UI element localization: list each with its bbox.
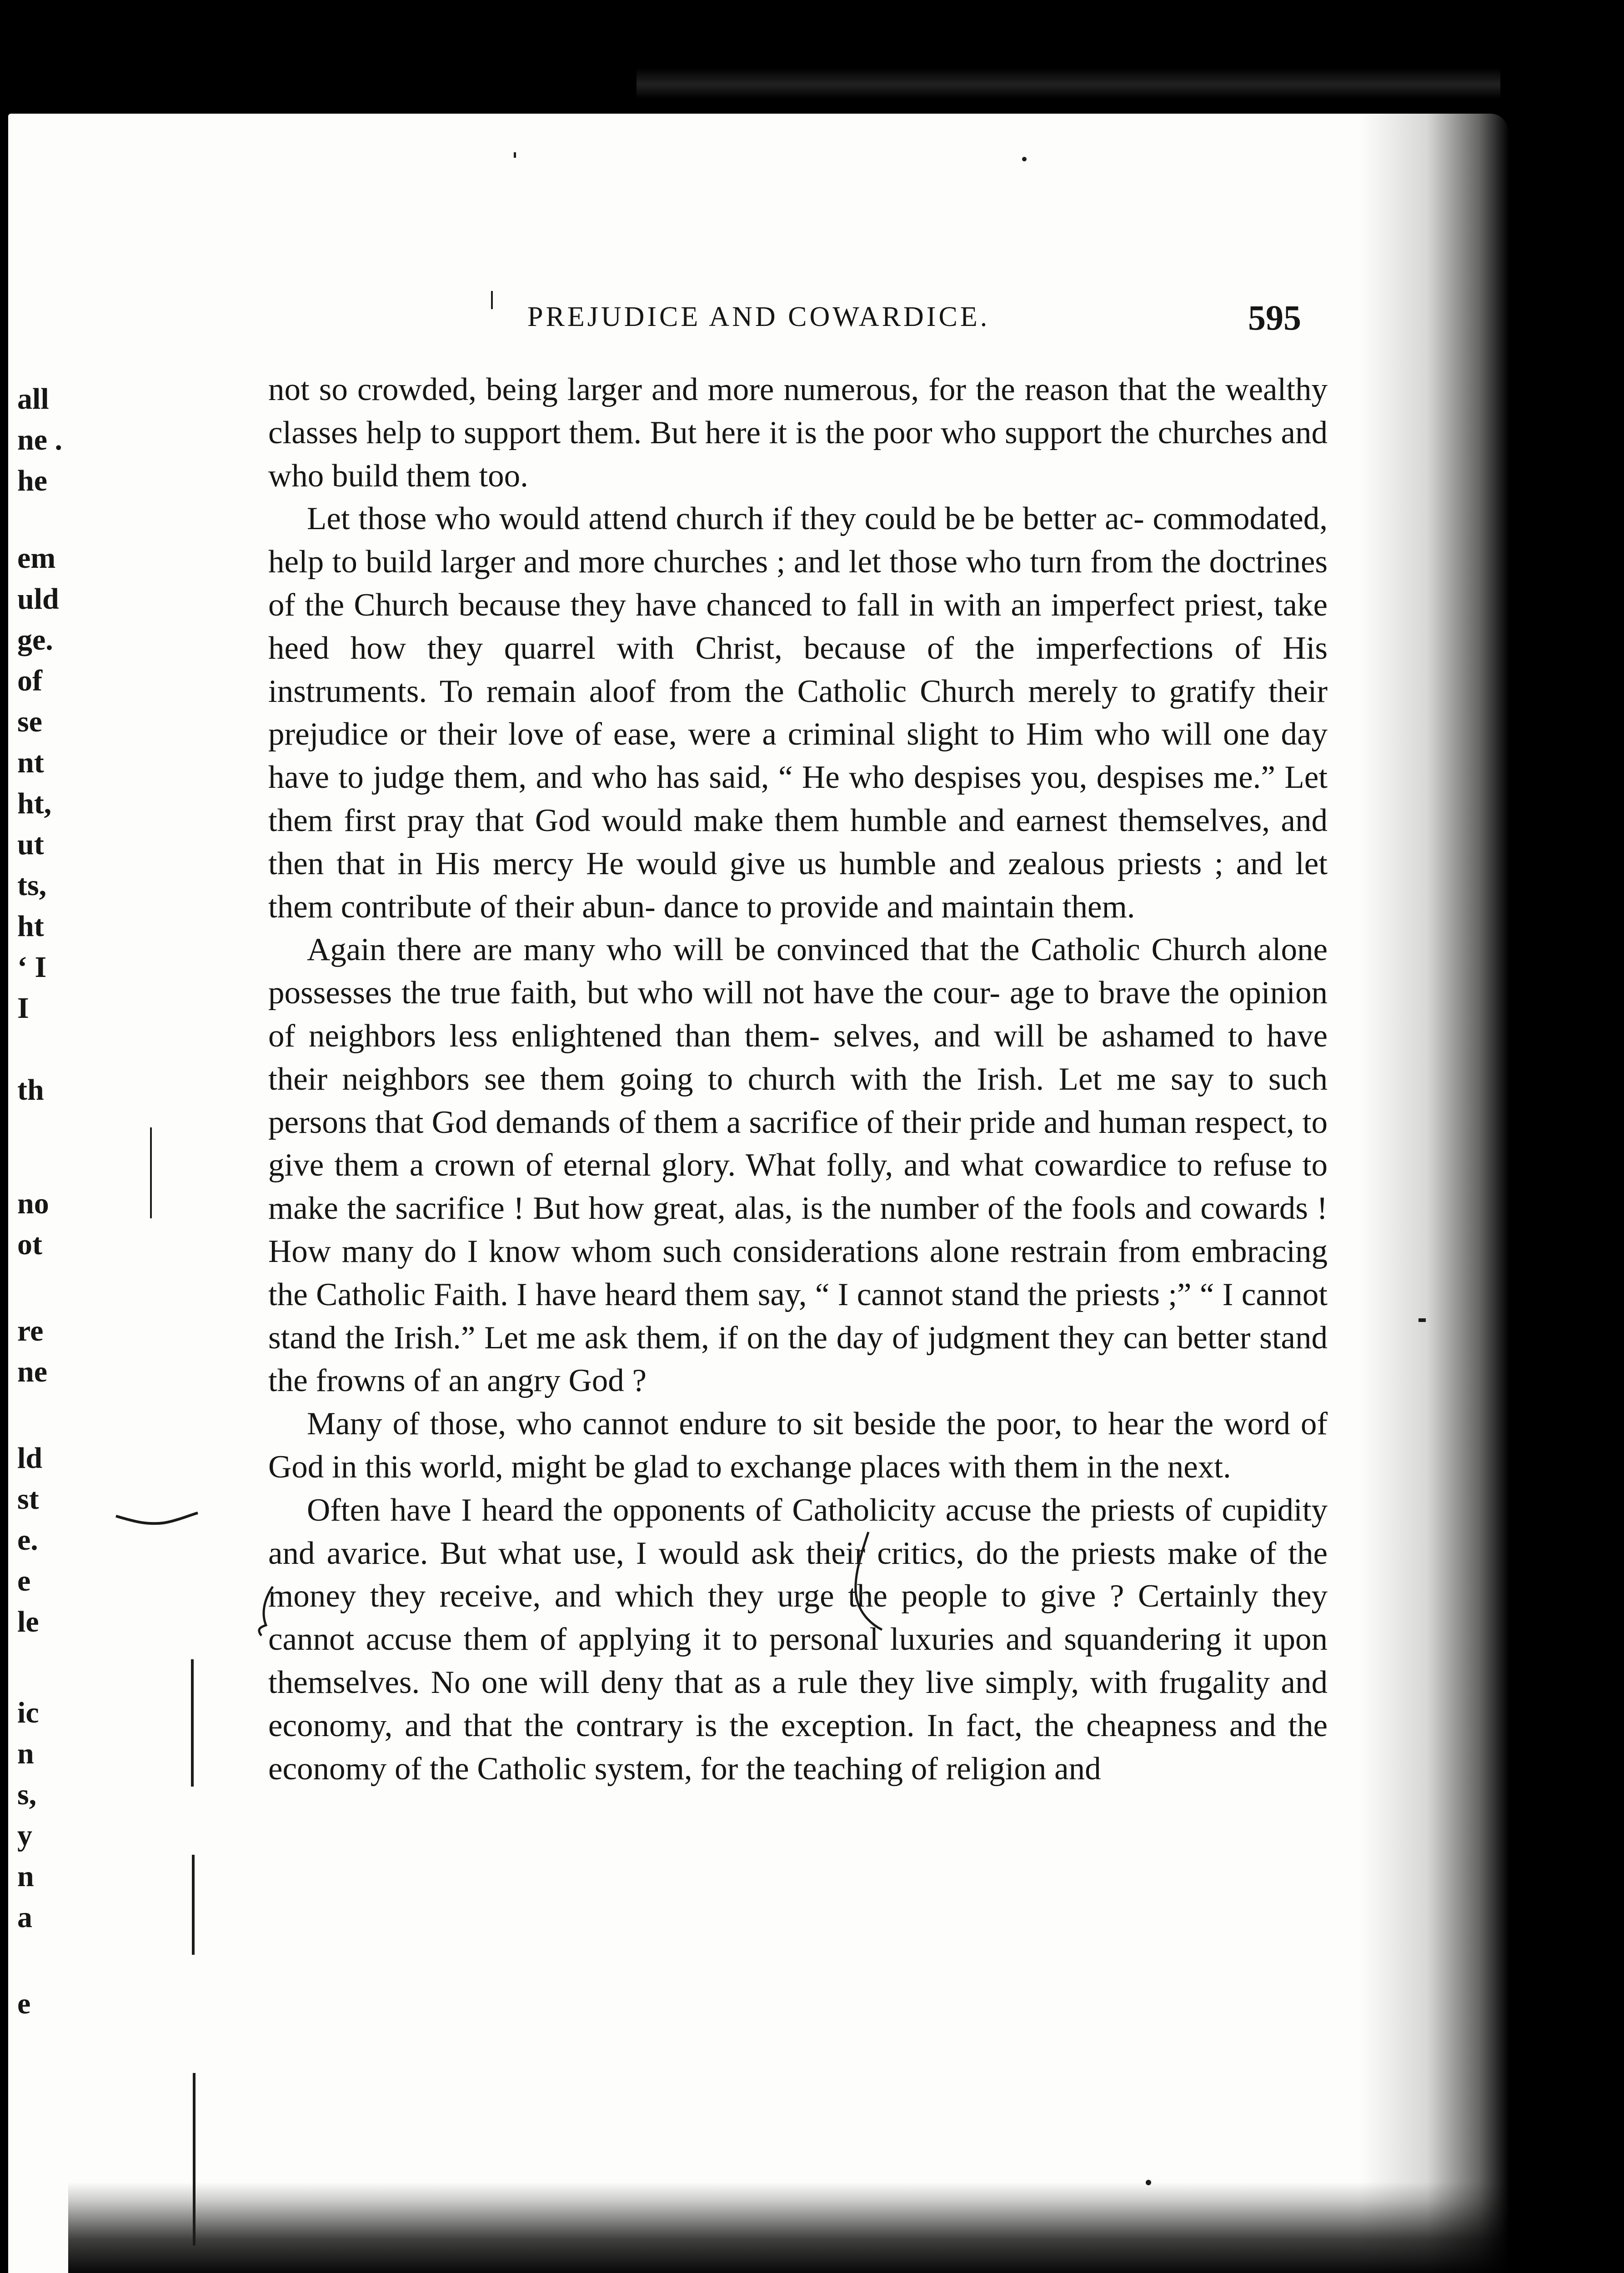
scan-mark bbox=[192, 1855, 195, 1955]
text-line: Church alone possesses the true faith, but who will not have the cour- bbox=[268, 932, 1328, 1011]
text-line: age to brave the opinion of neighbors less enlightened than them- bbox=[268, 975, 1328, 1054]
text-line: frowns of an angry God ? bbox=[316, 1363, 647, 1399]
text-line: will deny that as a rule they live simply, with frugality and economy, bbox=[268, 1664, 1328, 1743]
text-line: selves, and will be ashamed to have their neighbors see them going to bbox=[268, 1018, 1328, 1097]
text-line: commodated, help to build larger and more churches ; and let those bbox=[268, 501, 1328, 580]
text-line: the wealthy classes help to support them. But here it is the poor bbox=[268, 372, 1328, 451]
text-line: church with the Irish. Let me say to such persons that God demands bbox=[268, 1061, 1328, 1140]
margin-fragment: ‘ I bbox=[17, 951, 47, 984]
text-line: Again there are many who will be convinced that the Catholic bbox=[307, 932, 1140, 968]
scan-mark bbox=[150, 1127, 152, 1218]
margin-fragment: ic bbox=[17, 1696, 39, 1729]
margin-fragment: nt bbox=[17, 746, 44, 779]
scan-edge-bottom bbox=[68, 2182, 1509, 2273]
margin-fragment: le bbox=[17, 1605, 39, 1638]
margin-fragment: ts, bbox=[17, 869, 47, 902]
text-line: Often have I heard the opponents of Catholicity accuse the priests bbox=[307, 1492, 1175, 1528]
running-head: PREJUDICE AND COWARDICE. bbox=[527, 301, 990, 332]
margin-fragment: ne . bbox=[17, 423, 62, 456]
text-line: the priests make of the money they receive, and which they urge the bbox=[268, 1535, 1328, 1614]
text-line: make the sacrifice ! But how great, alas, is the number of the fools bbox=[268, 1191, 1136, 1227]
margin-fragment: n bbox=[17, 1860, 34, 1893]
ink-scratch bbox=[846, 1527, 887, 1632]
margin-fragment: no bbox=[17, 1187, 49, 1220]
text-line: of them a sacrifice of their pride and human respect, to give them a bbox=[268, 1104, 1328, 1183]
text-line: aloof from the Catholic Church merely to gratify their prejudice or bbox=[268, 673, 1328, 752]
scan-mark bbox=[1146, 2180, 1151, 2185]
margin-fragment: em bbox=[17, 541, 56, 575]
page-header bbox=[527, 298, 1346, 342]
text-line: Many of those, who cannot endure to sit beside the poor, to hear bbox=[307, 1406, 1164, 1442]
text-line: who support the churches and who build them too. bbox=[268, 415, 1328, 494]
margin-fragment: th bbox=[17, 1073, 44, 1106]
scan-mark bbox=[1022, 157, 1027, 161]
paragraph bbox=[268, 928, 1328, 1402]
margin-fragment: all bbox=[17, 382, 49, 416]
text-line: them in the next. bbox=[1014, 1449, 1231, 1485]
margin-fragment: re bbox=[17, 1314, 44, 1347]
ink-scratch bbox=[114, 1505, 200, 1532]
scan-edge-right bbox=[1359, 114, 1509, 2273]
text-line: to judge them, and who has said, “ He who despises you, despises bbox=[338, 760, 1204, 796]
margin-fragment: ht bbox=[17, 910, 44, 943]
text-line: earnest themselves, and then that in His mercy He would give us bbox=[268, 802, 1328, 881]
paragraph bbox=[268, 1402, 1328, 1489]
margin-fragment: ne bbox=[17, 1355, 47, 1388]
margin-fragment: st bbox=[17, 1482, 39, 1516]
paragraph bbox=[268, 497, 1328, 928]
text-line: their love of ease, were a criminal slight to Him who will one day have bbox=[268, 716, 1328, 796]
text-line: Christ, because of the imperfections of His instruments. To remain bbox=[268, 630, 1328, 709]
text-line: Let those who would attend church if they could be be better ac- bbox=[307, 501, 1144, 537]
scan-mark bbox=[193, 2073, 195, 2246]
paragraph bbox=[268, 1489, 1328, 1791]
text-line: crown of eternal glory. What folly, and what cowardice to refuse to bbox=[434, 1147, 1328, 1183]
body-text bbox=[268, 368, 1328, 1790]
scan-mark bbox=[514, 152, 516, 158]
text-line: to fall in with an imperfect priest, take heed how they quarrel with bbox=[268, 587, 1328, 666]
text-line: humble and zealous priests ; and let them contribute of their abun- bbox=[268, 846, 1328, 925]
text-line: say, “ I cannot stand the priests ;” “ I cannot stand the Irish.” Let bbox=[268, 1277, 1328, 1356]
margin-fragment: ot bbox=[17, 1228, 42, 1261]
text-line: and that the contrary is the exception. In fact, the cheapness and bbox=[405, 1707, 1276, 1743]
page-number: 595 bbox=[1248, 298, 1301, 337]
margin-fragment: ld bbox=[17, 1442, 43, 1475]
paragraph bbox=[268, 368, 1328, 497]
text-line: of cupidity and avarice. But what use, I would ask their critics, do bbox=[268, 1492, 1328, 1571]
margin-fragment: ht, bbox=[17, 787, 52, 820]
text-line: to personal luxuries and squandering it upon themselves. No one bbox=[268, 1622, 1328, 1700]
text-line: who turn from the doctrines of the Church because they have chanced bbox=[268, 544, 1328, 623]
margin-fragment: e bbox=[17, 1564, 31, 1597]
text-line: not so crowded, being larger and more numerous, for the reason that bbox=[268, 372, 1167, 407]
text-line: me ask them, if on the day of judgment they can better stand the bbox=[268, 1320, 1328, 1399]
scan-mark bbox=[1418, 1318, 1426, 1322]
text-line: me.” Let them first pray that God would make them humble and bbox=[268, 760, 1328, 838]
margin-fragment: y bbox=[17, 1819, 32, 1852]
margin-fragment: ge. bbox=[17, 623, 53, 656]
text-line: alone restrain from embracing the Catholic Faith. I have heard them bbox=[268, 1233, 1328, 1312]
scan-mark bbox=[191, 1659, 194, 1787]
text-line: the economy of the Catholic system, for the teaching of religion and bbox=[268, 1707, 1328, 1787]
ink-scratch bbox=[255, 1582, 286, 1641]
margin-fragment: of bbox=[17, 664, 42, 697]
text-line: the word of God in this world, might be glad to exchange places with bbox=[268, 1406, 1328, 1485]
margin-fragment: s, bbox=[17, 1778, 37, 1811]
margin-fragment: n bbox=[17, 1737, 34, 1770]
text-line: people to give ? Certainly they cannot accuse them of applying it bbox=[268, 1578, 1328, 1657]
margin-fragment: a bbox=[17, 1901, 32, 1934]
margin-fragment: I bbox=[17, 991, 29, 1025]
margin-fragment: he bbox=[17, 464, 47, 497]
text-line: and cowards ! How many do I know whom such considerations bbox=[268, 1191, 1328, 1269]
scan-edge-top bbox=[637, 68, 1500, 109]
margin-fragment: e bbox=[17, 1987, 31, 2020]
scan-mark bbox=[491, 291, 493, 309]
margin-fragment: e. bbox=[17, 1523, 38, 1557]
margin-fragment: uld bbox=[17, 582, 59, 616]
text-line: dance to provide and maintain them. bbox=[663, 889, 1135, 925]
margin-fragment: ut bbox=[17, 828, 44, 861]
margin-fragment: se bbox=[17, 705, 42, 738]
